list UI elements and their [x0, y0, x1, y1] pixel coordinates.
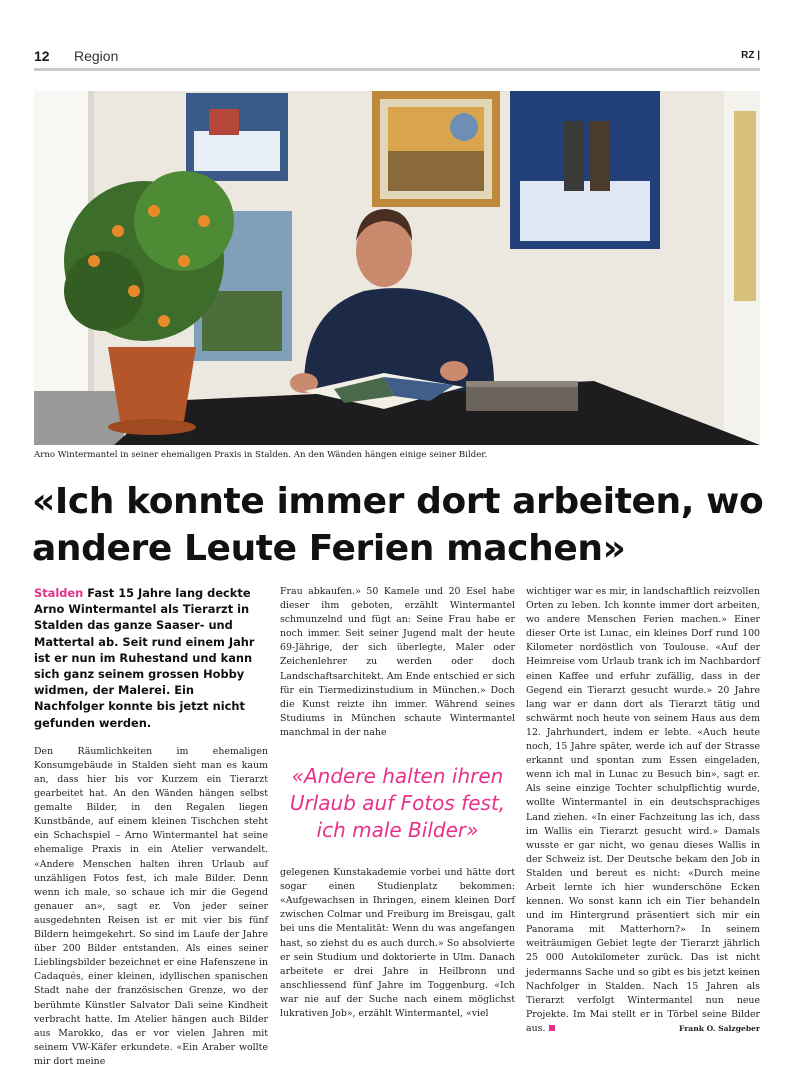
headline-line-1: «Ich konnte immer dort arbeiten, wo	[32, 481, 764, 522]
article-headline	[32, 478, 772, 572]
author-byline: Frank O. Salzgeber	[679, 1023, 760, 1033]
photo-illustration	[34, 91, 760, 445]
column-2-body-top: Frau abkaufen.» 50 Kamele und 20 Esel habe dieser ihm geboten, erzählt Wintermantel schmunzelnd und fügt an: Seine Frau habe er noch immer. Seit seiner Jugend malt der heute 69-Jährige, der sich überlegte, Maler oder Zeichenlehrer zu werden oder doch Landschaftsarchitekt. Am Ende entschied er sich für ein Tiermedizinstudium in München.» Doch die Kunst reizte ihn immer. Während seines Studiums in München schaute Wintermantel manchmal in der nahe	[280, 586, 515, 738]
article-photo	[34, 91, 760, 445]
headline-line-2: andere Leute Ferien machen»	[32, 528, 626, 569]
article-lead	[34, 585, 268, 731]
article-column-2	[280, 585, 515, 1021]
lead-text: Fast 15 Jahre lang deckte Arno Wintermantel als Tierarzt in Stalden das ganze Saaser- und Mattertal ab. Seit rund einem Jahr ist er nun im Ruhestand und kann sich ganz seinem grossen Hobby widmen, der Malerei. Ein Nachfolger konnte bis jetzt nicht gefunden werden.	[34, 586, 255, 730]
column-3-body	[526, 585, 760, 1036]
header-rule	[34, 68, 760, 71]
end-mark	[549, 1025, 555, 1031]
column-3-text: wichtiger war es mir, in landschaftlich reizvollen Orten zu leben. Ich konnte immer dort arbeiten, wo andere Menschen Ferien machen.» Einer dieser Orte ist Lunac, ein kleines Dorf rund 100 Kilometer nordöstlich von Toulouse. «Auf der Heimreise vom Urlaub trank ich im Nachbardorf einen Kaffee und erfuhr zufällig, dass in der Gegend ein Tierarzt gesucht wurde.» 20 Jahre lang war er dann dort als Tierarzt tätig und schwärmt noch heute von seinem Haus aus dem 12. Jahrhundert, indem er lebte. «Auch heute noch, 15 Jahre später, werde ich auf der Strasse erkannt und spontan zum Essen eingeladen, wenn ich mal in Lunac zu Besuch bin», sagt er. Als seine einzige Tochter schulpflichtig wurde, wollte Wintermantel in ein deutschsprachiges Land ziehen. «In einer Fachzeitung las ich, dass im Wallis ein Tierarzt gesucht wird.» Damals wusste er gar nicht, wo genau dieses Wallis in der Schweiz ist. Der Deutsche bekam den Job in Stalden und bereut es nicht: «Durch meine Arbeit lernte ich hier wunderschöne Ecken kennen. Wo sonst kann ich ein Tier behandeln und im Hintergrund präsentiert sich mir ein Panorama mit Matterhorn?» In seinem weiträumigen Gebiet legte der Tierarzt jährlich 25 000 Autokilometer zurück. Das ist nicht jedermanns Sache und so gibt es bis jetzt keinen Nachfolger in Stalden. Nach 15 Jahren als Tierarzt verfolgt Wintermantel nun neue Projekte. Im Mai stellt er in Törbel seine Bilder aus.	[526, 586, 760, 1034]
lead-dateline: Stalden	[34, 586, 84, 600]
section-label: Region	[74, 48, 119, 64]
article-column-3	[526, 585, 760, 1036]
column-1-body: Den Räumlichkeiten im ehemaligen Konsumgebäude in Stalden sieht man es kaum an, dass hier bis vor Kurzem ein Tierarzt gearbeitet hat. An den Wänden hängen selbst gemalte Bilder, in den Regalen liegen Kunstbände, auf einem kleinen Tischchen steht ein Schachspiel – Arno Wintermantel hat seine ehemalige Praxis in ein Atelier verwandelt. «Andere Menschen halten ihren Urlaub auf unzähligen Fotos fest, ich male Bilder. Denn wenn ich male, so schaue ich mir die Gegend genauer an», sagt er. Von jeder seiner ausgedehnten Reisen ist er mit vier bis fünf Bildern heimgekehrt. So sind im Laufe der Jahre über 200 Bilder entstanden. Als eines seiner Lieblingsbilder bezeichnet er eine Hafenszene in Cadaqués, einer kleinen, idyllischen spanischen Stadt nahe der französischen Grenze, wo der berühmte Künstler Salvator Dali seine Kindheit verbracht hatte. Im Atelier hängen auch Bilder aus Marokko, das er vor vielen Jahren mit seinem VW-Käfer erkundete. «Ein Araber wollte mir dort meine	[34, 745, 268, 1067]
pull-quote: «Andere halten ihren Urlaub auf Fotos fest, ich male Bilder»	[289, 764, 506, 843]
photo-caption: Arno Wintermantel in seiner ehemaligen Praxis in Stalden. An den Wänden hängen einige seiner Bilder.	[34, 450, 488, 460]
column-2-body-bottom: gelegenen Kunstakademie vorbei und hätte dort sogar einen Studienplatz bekommen: «Aufgewachsen in Ihringen, einem kleinen Dorf zwischen Colmar und Freiburg im Breisgau, galt bei uns die Mentalität: Wenn du was angefangen hast, so ziehst du es auch durch.» So absolvierte er sein Studium und doktorierte in Ulm. Danach arbeitete er drei Jahre in Heilbronn und anschliessend fünf Jahre im Toggenburg. «Ich war nie auf der Suche nach einem möglichst lukrativen Job», erzählt Wintermantel, «viel	[280, 867, 515, 1019]
page-header	[34, 46, 760, 74]
article-column-1	[34, 585, 268, 1069]
page-number: 12	[34, 48, 50, 64]
publication-logo: RZ |	[741, 50, 760, 61]
